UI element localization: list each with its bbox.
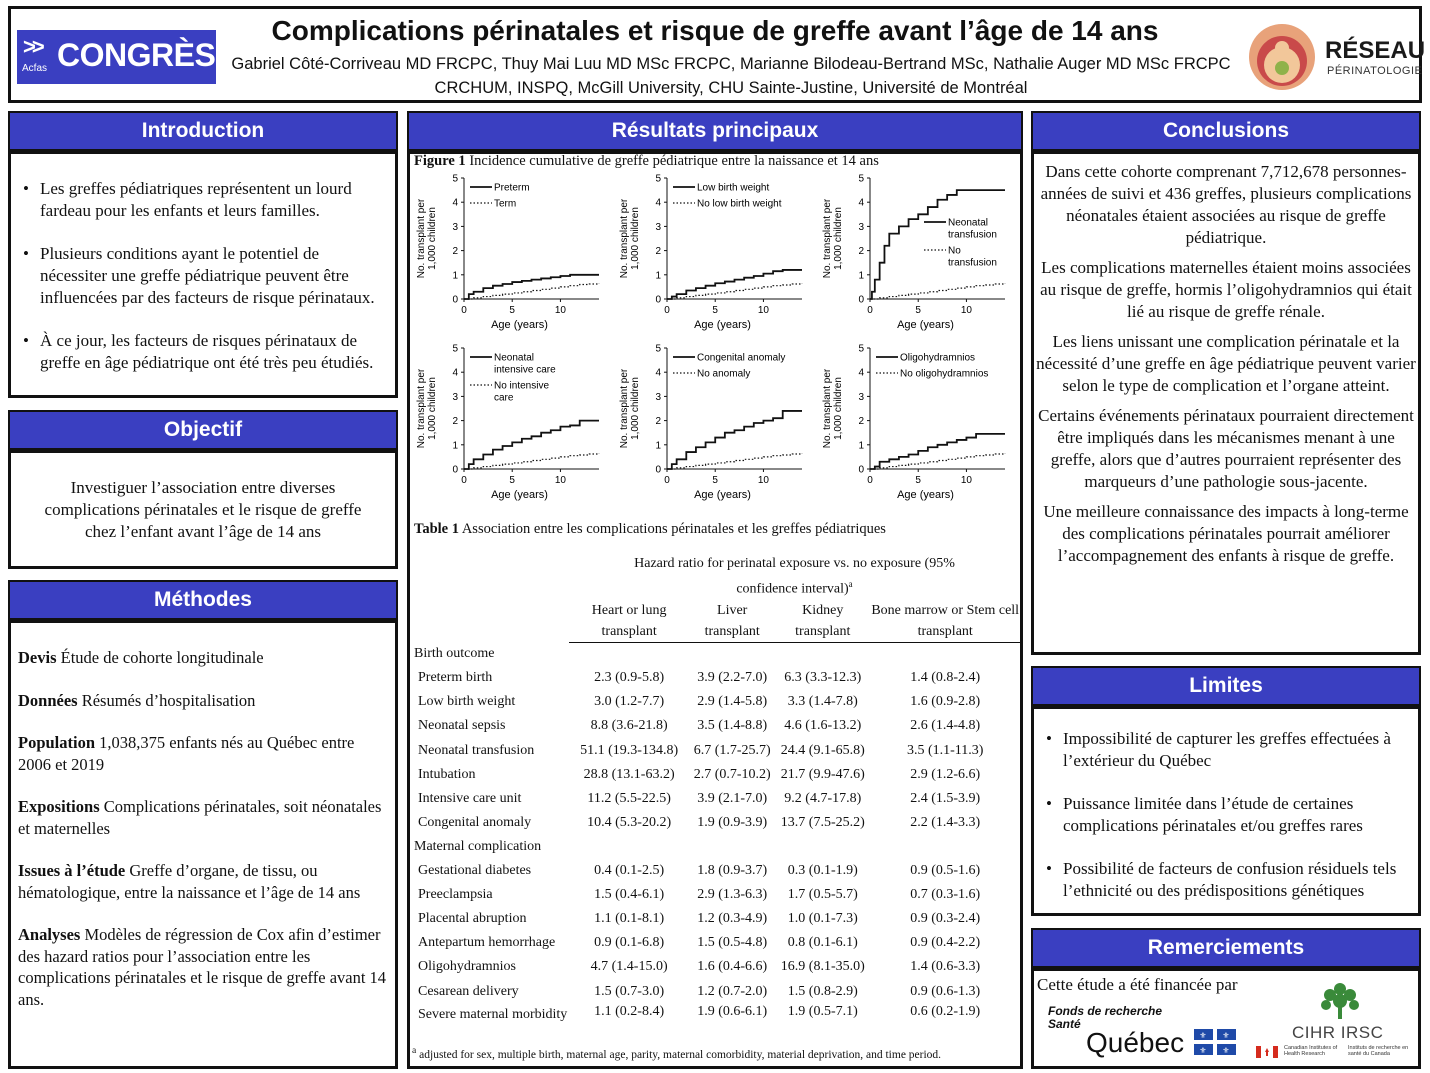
y-tick-label: 0 xyxy=(452,464,458,476)
methodes-heading: Méthodes xyxy=(8,580,398,620)
chart-panel-anomaly xyxy=(615,340,815,505)
y-axis-label-line: 1,000 children xyxy=(833,377,844,440)
table-row xyxy=(414,666,1020,690)
table-cell: 9.2 (4.7-17.8) xyxy=(784,790,862,806)
table-row-label: Intensive care unit xyxy=(418,790,522,806)
x-tick-label: 10 xyxy=(960,475,972,486)
y-tick-label: 1 xyxy=(452,270,458,282)
legend-label: Neonatal xyxy=(494,352,535,364)
methodes-item-label: Issues à l’étude xyxy=(18,861,126,880)
methodes-item-text: Étude de cohorte longitudinale xyxy=(56,648,264,667)
y-axis-label-line: 1,000 children xyxy=(630,377,641,440)
table-column-header: Heart or lung transplant xyxy=(569,600,689,643)
reseau-logo-icon xyxy=(1247,21,1317,93)
table-cell: 0.9 (0.3-2.4) xyxy=(910,911,981,927)
reseau-subtitle: PÉRINATOLOGIE xyxy=(1327,65,1423,77)
table-title: Hazard ratio for perinatal exposure vs. no exposure (95% confidence interval)$^a$ xyxy=(634,556,955,597)
limites-bullet: • Possibilité de facteurs de confusion résiduels tels l’ethnicité ou des prédispositions génétiques xyxy=(1038,858,1412,902)
legend-label: Preterm xyxy=(494,182,530,194)
figure-caption-text: Incidence cumulative de greffe pédiatrique entre la naissance et 14 ans xyxy=(465,153,879,169)
x-tick-label: 0 xyxy=(664,475,670,486)
table-cell: 3.3 (1.4-7.8) xyxy=(787,694,858,710)
figure-label: Figure 1 xyxy=(414,153,466,169)
table-cell: 1.2 (0.3-4.9) xyxy=(697,911,768,927)
table-cell: 13.7 (7.5-25.2) xyxy=(780,814,865,830)
x-tick-label: 5 xyxy=(712,305,718,316)
table-row xyxy=(414,763,1020,787)
table-row xyxy=(414,883,1020,907)
y-tick-label: 0 xyxy=(858,464,864,476)
methodes-item xyxy=(18,796,389,839)
remerciements-section xyxy=(1031,968,1421,1069)
limites-bullets xyxy=(1038,728,1412,902)
methodes-section xyxy=(8,620,398,1069)
chart-anomaly xyxy=(615,340,815,505)
table-column-header: Kidney transplant xyxy=(775,600,870,643)
methodes-item-label: Expositions xyxy=(18,797,100,816)
table-column-header: Bone marrow or Stem cell transplant xyxy=(870,600,1020,643)
y-axis-label xyxy=(416,368,438,448)
table-cell: 0.9 (0.5-1.6) xyxy=(910,863,981,879)
cihr-french: Instituts de recherche en santé du Canada xyxy=(1348,1045,1409,1057)
limites-heading: Limites xyxy=(1031,666,1421,706)
table-cell: 1.6 (0.9-2.8) xyxy=(910,694,981,710)
frq-quebec-word: Québec xyxy=(1086,1027,1185,1058)
methodes-item-text: Greffe d’organe, de tissu, ou hématologique, entre la naissance et l’âge de 14 ans xyxy=(18,861,361,902)
series-line-unexposed xyxy=(464,283,599,299)
remerciements-heading: Remerciements xyxy=(1031,928,1421,968)
table-row xyxy=(414,739,1020,763)
methodes-item-text: Modèles de régression de Cox afin d’estimer des hazard ratios pour l’association entre les complications périnatales et le risque de greffe avant 14 ans. xyxy=(18,925,387,1009)
table-cell: 51.1 (19.3-134.8) xyxy=(580,742,679,758)
x-tick-label: 5 xyxy=(509,475,515,486)
table-cell: 3.9 (2.2-7.0) xyxy=(697,670,768,686)
chart-birth-weight xyxy=(615,170,815,335)
legend-label: No intensive xyxy=(494,380,550,392)
frq-line2: Santé xyxy=(1048,1017,1081,1031)
x-tick-label: 10 xyxy=(757,305,769,316)
x-tick-label: 5 xyxy=(509,305,515,316)
x-tick-label: 0 xyxy=(461,305,467,316)
table-cell: 0.8 (0.1-6.1) xyxy=(787,935,858,951)
x-tick-label: 0 xyxy=(867,305,873,316)
svg-text:⚜: ⚜ xyxy=(1199,1031,1207,1040)
table-cell: 1.5 (0.4-6.1) xyxy=(594,887,665,903)
series-line-unexposed xyxy=(464,453,599,469)
methodes-item xyxy=(18,690,389,712)
y-tick-label: 3 xyxy=(858,391,864,403)
table-row-label: Low birth weight xyxy=(418,694,516,710)
table-cell: 2.6 (1.4-4.8) xyxy=(910,718,981,734)
table-cell: 2.9 (1.3-6.3) xyxy=(697,887,768,903)
x-tick-label: 10 xyxy=(554,305,566,316)
cihr-english: Canadian Institutes of Health Research xyxy=(1284,1045,1338,1057)
y-axis-label-line: No. transplant per xyxy=(822,368,833,449)
x-axis-label: Age (years) xyxy=(694,319,751,331)
table-cell: 1.5 (0.7-3.0) xyxy=(594,983,665,999)
table-cell: 28.8 (13.1-63.2) xyxy=(583,766,675,782)
y-tick-label: 5 xyxy=(452,173,458,185)
table-cell: 1.9 (0.5-7.1) xyxy=(787,1003,858,1019)
table-cell: 2.7 (0.7-10.2) xyxy=(693,766,771,782)
chart-preterm xyxy=(412,170,612,335)
x-tick-label: 5 xyxy=(915,475,921,486)
x-axis-label: Age (years) xyxy=(491,319,548,331)
series-line-unexposed xyxy=(667,453,802,469)
table-row-label: Antepartum hemorrhage xyxy=(418,935,556,951)
table-title-superscript: a xyxy=(848,579,853,589)
hr-table xyxy=(414,553,1020,1028)
table-cell: 6.7 (1.7-25.7) xyxy=(693,742,771,758)
table-cell: 1.5 (0.8-2.9) xyxy=(787,983,858,999)
y-tick-label: 3 xyxy=(452,391,458,403)
y-tick-label: 2 xyxy=(452,416,458,428)
x-tick-label: 10 xyxy=(554,475,566,486)
limites-section xyxy=(1031,706,1421,916)
y-axis-label-line: 1,000 children xyxy=(833,207,844,270)
legend-label: No xyxy=(948,245,961,257)
congres-wordmark: CONGRÈS xyxy=(57,37,216,73)
conclusions-heading: Conclusions xyxy=(1031,111,1421,151)
objectif-section xyxy=(8,450,398,569)
y-tick-label: 4 xyxy=(452,367,458,379)
y-tick-label: 4 xyxy=(655,197,661,209)
series-line-unexposed xyxy=(870,283,1005,299)
resultats-heading: Résultats principaux xyxy=(407,111,1023,151)
table-row xyxy=(414,714,1020,738)
table-row-label: Congenital anomaly xyxy=(418,814,532,830)
table-cell: 1.0 (0.1-7.3) xyxy=(787,911,858,927)
x-tick-label: 0 xyxy=(664,305,670,316)
methodes-item-label: Analyses xyxy=(18,925,81,944)
footnote-text: adjusted for sex, multiple birth, maternal age, parity, maternal comorbidity, material deprivation, and time period. xyxy=(419,1048,942,1061)
table-row xyxy=(414,931,1020,955)
y-tick-label: 3 xyxy=(655,221,661,233)
table-label: Table 1 xyxy=(414,521,459,537)
y-axis-label xyxy=(822,198,844,278)
y-tick-label: 3 xyxy=(655,391,661,403)
methodes-item-label: Données xyxy=(18,690,78,710)
methodes-item-label: Devis xyxy=(18,648,57,667)
y-axis-label xyxy=(619,368,641,448)
legend-label: Oligohydramnios xyxy=(900,352,976,364)
table-cell: 0.9 (0.6-1.3) xyxy=(910,983,981,999)
chart-oligohydramnios xyxy=(818,340,1018,505)
table-cell: 1.1 (0.1-8.1) xyxy=(594,911,665,927)
table-cell: 0.4 (0.1-2.5) xyxy=(594,863,665,879)
table-caption xyxy=(414,521,886,538)
conclusion-paragraph: Certains événements périnataux pourraient directement être impliqués dans les mécanismes menant à une greffe, alors que d’autres pourraient représenter des marqueurs d’une pathologie sous-jacente. xyxy=(1038,406,1414,491)
table-cell: 0.9 (0.4-2.2) xyxy=(910,935,981,951)
introduction-bullet: • Les greffes pédiatriques représentent un lourd fardeau pour les enfants et leurs familles. xyxy=(15,178,389,222)
series-line-unexposed xyxy=(870,453,1005,469)
y-tick-label: 0 xyxy=(858,294,864,306)
conclusion-paragraph: Les liens unissant une complication périnatale et la nécessité d’une greffe en âge pédiatrique peuvent varier selon le type de complication et l’organe atteint. xyxy=(1036,332,1416,395)
x-axis-label: Age (years) xyxy=(491,489,548,501)
y-tick-label: 5 xyxy=(452,343,458,355)
y-tick-label: 0 xyxy=(452,294,458,306)
y-tick-label: 2 xyxy=(858,416,864,428)
poster-title: Complications périnatales et risque de greffe avant l’âge de 14 ans xyxy=(271,15,1159,46)
y-tick-label: 2 xyxy=(655,416,661,428)
methodes-item-label: Population xyxy=(18,733,96,752)
chart-transfusion xyxy=(818,170,1018,335)
conclusions-paragraphs xyxy=(1036,161,1416,567)
y-tick-label: 2 xyxy=(858,246,864,258)
conclusion-paragraph: Les complications maternelles étaient moins associées au risque de greffe, hormis l’oligohydramnios qui était lié au risque de greffe rénale. xyxy=(1040,258,1412,321)
table-cell: 1.1 (0.2-8.4) xyxy=(594,1003,665,1019)
x-tick-label: 0 xyxy=(867,475,873,486)
hazard-ratio-table xyxy=(414,553,1020,1028)
methodes-items xyxy=(18,647,389,1010)
table-cell: 1.8 (0.9-3.7) xyxy=(697,863,768,879)
legend-label: care xyxy=(494,392,514,404)
svg-text:⚜: ⚜ xyxy=(1199,1046,1207,1055)
table-row xyxy=(414,690,1020,714)
svg-text:⚜: ⚜ xyxy=(1222,1046,1230,1055)
y-tick-label: 1 xyxy=(655,270,661,282)
affiliations-line: CRCHUM, INSPQ, McGill University, CHU Sainte-Justine, Université de Montréal xyxy=(434,79,1028,97)
table-cell: 1.7 (0.5-5.7) xyxy=(787,887,858,903)
table-cell: 0.7 (0.3-1.6) xyxy=(910,887,981,903)
y-tick-label: 1 xyxy=(655,440,661,452)
table-row-label: Placental abruption xyxy=(418,911,527,927)
y-axis-label xyxy=(619,198,641,278)
table-row xyxy=(414,955,1020,979)
table-row xyxy=(414,787,1020,811)
chart-intensive-care xyxy=(412,340,612,505)
table-column-header: Liver transplant xyxy=(689,600,775,643)
table-cell: 1.9 (0.9-3.9) xyxy=(697,814,768,830)
table-cell: 0.3 (0.1-1.9) xyxy=(787,863,858,879)
reseau-wordmark: RÉSEAU xyxy=(1325,37,1426,64)
y-axis-label-line: 1,000 children xyxy=(427,207,438,270)
y-tick-label: 1 xyxy=(858,270,864,282)
y-tick-label: 5 xyxy=(655,173,661,185)
table-cell: 1.4 (0.6-3.3) xyxy=(910,959,981,975)
series-line-exposed xyxy=(667,270,802,299)
x-axis-label: Age (years) xyxy=(897,319,954,331)
table-cell: 10.4 (5.3-20.2) xyxy=(587,814,672,830)
methodes-item-text: 1,038,375 enfants nés au Québec entre 2006 et 2019 xyxy=(18,733,355,774)
x-tick-label: 10 xyxy=(960,305,972,316)
table-row xyxy=(414,859,1020,883)
y-tick-label: 4 xyxy=(452,197,458,209)
table-cell: 8.8 (3.6-21.8) xyxy=(590,718,668,734)
y-tick-label: 4 xyxy=(858,197,864,209)
y-tick-label: 4 xyxy=(858,367,864,379)
table-cell: 11.2 (5.5-22.5) xyxy=(587,790,671,806)
table-row xyxy=(414,1004,1020,1028)
series-line-exposed xyxy=(870,434,1005,469)
table-cell: 2.3 (0.9-5.8) xyxy=(594,670,665,686)
table-row xyxy=(414,811,1020,835)
cihr-wordmark: CIHR IRSC xyxy=(1292,1023,1384,1042)
series-line-exposed xyxy=(667,411,802,469)
x-tick-label: 10 xyxy=(757,475,769,486)
table-cell: 2.2 (1.4-3.3) xyxy=(910,814,981,830)
authors-line: Gabriel Côté-Corriveau MD FRCPC, Thuy Mai Luu MD MSc FRCPC, Marianne Bilodeau-Bertrand MSc, Nathalie Auger MD MSc FRCPC xyxy=(231,55,1231,73)
y-tick-label: 5 xyxy=(655,343,661,355)
objectif-text: Investiguer l’association entre diverses complications périnatales et le risque de greffe chez l’enfant avant l’âge de 14 ans xyxy=(44,477,362,541)
y-tick-label: 5 xyxy=(858,173,864,185)
table-cell: 3.5 (1.1-11.3) xyxy=(906,742,984,758)
chart-panel-oligohydramnios xyxy=(818,340,1018,505)
legend-label: Low birth weight xyxy=(697,182,770,194)
table-group-label: Birth outcome xyxy=(414,646,495,662)
conclusions-section xyxy=(1031,151,1421,655)
table-cell: 1.5 (0.5-4.8) xyxy=(697,935,768,951)
y-axis-label-line: 1,000 children xyxy=(630,207,641,270)
svg-text:⚜: ⚜ xyxy=(1222,1031,1230,1040)
y-axis-label-line: No. transplant per xyxy=(416,368,427,449)
y-tick-label: 2 xyxy=(452,246,458,258)
frq-line1: Fonds de recherche xyxy=(1048,1004,1163,1018)
table-cell: 21.7 (9.9-47.6) xyxy=(780,766,865,782)
y-tick-label: 0 xyxy=(655,294,661,306)
table-cell: 0.6 (0.2-1.9) xyxy=(910,1003,981,1019)
table-caption-text: Association entre les complications périnatales et les greffes pédiatriques xyxy=(459,521,886,537)
legend-label: No anomaly xyxy=(697,368,751,380)
table-cell: 3.5 (1.4-8.8) xyxy=(697,718,768,734)
table-cell: 16.9 (8.1-35.0) xyxy=(780,959,865,975)
chart-panel-birth-weight xyxy=(615,170,815,335)
chart-panel-transfusion xyxy=(818,170,1018,335)
table-row-label: Cesarean delivery xyxy=(418,983,519,999)
methodes-item-text: Complications périnatales, soit néonatales et maternelles xyxy=(18,797,382,838)
limites-bullet: • Puissance limitée dans l’étude de certaines complications périnatales et/ou greffes rares xyxy=(1038,793,1412,837)
y-tick-label: 1 xyxy=(858,440,864,452)
table-row-label: Neonatal sepsis xyxy=(418,718,506,734)
chevron-logo-icon: >> xyxy=(23,34,41,59)
legend-label: transfusion xyxy=(948,229,997,241)
acfas-label: Acfas xyxy=(22,63,48,74)
table-cell: 3.0 (1.2-7.7) xyxy=(594,694,665,710)
methodes-item xyxy=(18,647,389,669)
x-axis-label: Age (years) xyxy=(694,489,751,501)
x-tick-label: 5 xyxy=(712,475,718,486)
introduction-section xyxy=(8,151,398,398)
series-line-exposed xyxy=(870,190,1005,299)
methodes-item xyxy=(18,924,389,1010)
table-cell: 1.9 (0.6-6.1) xyxy=(697,1003,768,1019)
legend-label: Congenital anomaly xyxy=(697,352,786,364)
y-tick-label: 0 xyxy=(655,464,661,476)
legend-label: No low birth weight xyxy=(697,198,782,210)
x-tick-label: 5 xyxy=(915,305,921,316)
introduction-bullets xyxy=(15,178,389,374)
legend-label: Neonatal xyxy=(948,217,989,229)
y-tick-label: 4 xyxy=(655,367,661,379)
table-cell: 3.9 (2.1-7.0) xyxy=(697,790,768,806)
funding-text: Cette étude a été financée par xyxy=(1037,975,1238,994)
objectif-heading: Objectif xyxy=(8,410,398,450)
table-cell: 6.3 (3.3-12.3) xyxy=(784,670,862,686)
y-axis-label-line: 1,000 children xyxy=(427,377,438,440)
title-banner xyxy=(8,6,1426,103)
y-axis-label-line: No. transplant per xyxy=(822,198,833,279)
x-tick-label: 0 xyxy=(461,475,467,486)
footnote-marker: a xyxy=(412,1045,417,1056)
introduction-bullet: • À ce jour, les facteurs de risques périnataux de greffe en âge pédiatrique ont été très peu étudiés. xyxy=(15,330,389,374)
figure-caption xyxy=(414,153,879,170)
table-row-label: Gestational diabetes xyxy=(418,863,532,879)
table-group-label: Maternal complication xyxy=(414,838,542,854)
y-axis-label xyxy=(822,368,844,448)
conclusion-paragraph: Dans cette cohorte comprenant 7,712,678 personnes-années de suivi et 436 greffes, plusieurs complications néonatales étaient associées au risque de greffe pédiatrique. xyxy=(1040,162,1412,247)
methodes-item xyxy=(18,732,389,775)
x-axis-label: Age (years) xyxy=(897,489,954,501)
table-row xyxy=(414,907,1020,931)
y-tick-label: 2 xyxy=(655,246,661,258)
table-row xyxy=(414,979,1020,1003)
table-cell: 0.9 (0.1-6.8) xyxy=(594,935,665,951)
y-tick-label: 3 xyxy=(452,221,458,233)
methodes-item xyxy=(18,860,389,903)
quebec-flag-icon xyxy=(1194,1029,1236,1055)
chart-panel-intensive-care xyxy=(412,340,612,505)
methodes-item-text: Résumés d’hospitalisation xyxy=(77,690,256,710)
y-axis-label-line: No. transplant per xyxy=(619,368,630,449)
y-axis-label-line: No. transplant per xyxy=(416,198,427,279)
table-cell: 2.9 (1.4-5.8) xyxy=(697,694,768,710)
table-row-label: Intubation xyxy=(418,766,476,782)
table-cell: 4.7 (1.4-15.0) xyxy=(590,959,668,975)
table-footnote xyxy=(412,1045,941,1061)
legend-label: intensive care xyxy=(494,364,556,376)
table-cell: 24.4 (9.1-65.8) xyxy=(780,742,865,758)
table-cell: 4.6 (1.6-13.2) xyxy=(784,718,862,734)
cihr-leaf-icon xyxy=(1316,979,1364,1021)
y-tick-label: 3 xyxy=(858,221,864,233)
y-axis-label-line: No. transplant per xyxy=(619,198,630,279)
table-row-label: Neonatal transfusion xyxy=(418,742,535,758)
table-cell: 1.6 (0.4-6.6) xyxy=(697,959,768,975)
legend-label: Term xyxy=(494,198,517,210)
legend-label: No oligohydramnios xyxy=(900,368,989,380)
y-axis-label xyxy=(416,198,438,278)
table-row-label: Preeclampsia xyxy=(418,887,493,903)
table-cell: 2.9 (1.2-6.6) xyxy=(910,766,981,782)
y-tick-label: 1 xyxy=(452,440,458,452)
introduction-heading: Introduction xyxy=(8,111,398,151)
table-cell: 1.4 (0.8-2.4) xyxy=(910,670,981,686)
table-row-label: Severe maternal morbidity xyxy=(418,1006,568,1022)
limites-bullet: • Impossibilité de capturer les greffes effectuées à l’extérieur du Québec xyxy=(1038,728,1412,772)
conclusion-paragraph: Une meilleure connaissance des impacts à long-terme des complications périnatales pourrait améliorer l’accompagnement des enfants à risque de greffe. xyxy=(1043,502,1409,565)
y-tick-label: 5 xyxy=(858,343,864,355)
table-cell: 2.4 (1.5-3.9) xyxy=(910,790,981,806)
table-cell: 1.2 (0.7-2.0) xyxy=(697,983,768,999)
series-line-exposed xyxy=(464,275,599,299)
chart-panel-preterm xyxy=(412,170,612,335)
table-row-label: Oligohydramnios xyxy=(418,959,516,975)
canada-flag-icon xyxy=(1256,1046,1278,1058)
introduction-bullet: • Plusieurs conditions ayant le potentiel de nécessiter une greffe pédiatrique peuvent être influencées par des facteurs de risque périnataux. xyxy=(15,243,389,309)
legend-label: transfusion xyxy=(948,257,997,269)
table-row-label: Preterm birth xyxy=(418,670,493,686)
